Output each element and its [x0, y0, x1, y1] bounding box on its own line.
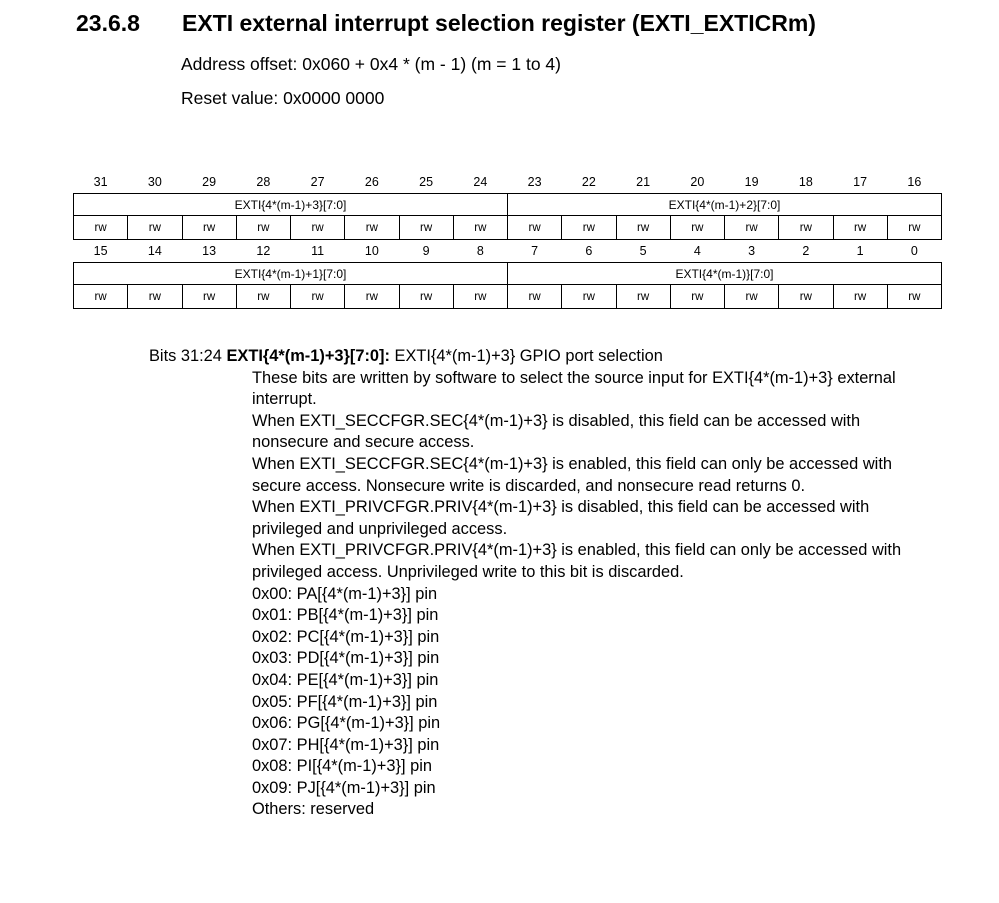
access-type: rw	[725, 285, 779, 309]
bit-number: 16	[907, 175, 922, 189]
bit-number: 21	[636, 175, 651, 189]
bits-header	[149, 346, 932, 368]
section-number: 23.6.8	[76, 10, 140, 36]
bit-number: 31	[93, 175, 108, 189]
bit-number: 2	[802, 244, 810, 258]
bit-number: 7	[531, 244, 539, 258]
bit-number: 12	[256, 244, 271, 258]
bit-number: 1	[856, 244, 864, 258]
field-exti-4m-1: EXTI{4*(m-1)}[7:0]	[508, 263, 942, 285]
description-paragraph: These bits are written by software to select the source input for EXTI{4*(m-1)+3} external interrupt.	[252, 368, 896, 409]
upper-field-row	[74, 194, 942, 216]
access-type: rw	[779, 285, 833, 309]
value-entry: 0x02: PC[{4*(m-1)+3}] pin	[252, 627, 440, 646]
field-exti-4m-1-plus-2: EXTI{4*(m-1)+2}[7:0]	[508, 194, 942, 216]
bit-number: 23	[527, 175, 542, 189]
access-type: rw	[616, 216, 670, 240]
access-type: rw	[399, 285, 453, 309]
description-paragraph: When EXTI_SECCFGR.SEC{4*(m-1)+3} is disabled, this field can be accessed with nonsecure and secure access.	[252, 411, 861, 452]
description-paragraph: When EXTI_PRIVCFGR.PRIV{4*(m-1)+3} is disabled, this field can be accessed with privileged and unprivileged access.	[252, 498, 870, 538]
reset-value: Reset value: 0x0000 0000	[181, 88, 385, 108]
field-name: EXTI{4*(m-1)+3}[7:0]:	[226, 347, 390, 365]
access-type: rw	[399, 216, 453, 240]
bit-number: 20	[690, 175, 705, 189]
access-type: rw	[236, 285, 290, 309]
description-paragraph: When EXTI_PRIVCFGR.PRIV{4*(m-1)+3} is enabled, this field can only be accessed with privileged access. Unprivileged write to this bit is discarded.	[252, 541, 902, 581]
bit-number: 17	[853, 175, 868, 189]
access-type: rw	[725, 216, 779, 240]
access-type: rw	[833, 216, 887, 240]
section-heading	[76, 10, 816, 37]
access-type: rw	[128, 216, 182, 240]
bit-number: 8	[476, 244, 484, 258]
access-type: rw	[887, 216, 941, 240]
bit-number: 15	[93, 244, 108, 258]
value-entry: 0x04: PE[{4*(m-1)+3}] pin	[252, 670, 439, 689]
value-entry: 0x05: PF[{4*(m-1)+3}] pin	[252, 692, 438, 711]
bit-number: 11	[311, 244, 325, 258]
bit-number: 18	[798, 175, 813, 189]
upper-bit-numbers-row	[74, 171, 942, 194]
bit-number: 24	[473, 175, 488, 189]
access-type: rw	[616, 285, 670, 309]
value-entry: 0x08: PI[{4*(m-1)+3}] pin	[252, 757, 432, 776]
access-type: rw	[291, 216, 345, 240]
bit-field-description	[149, 346, 932, 821]
access-type: rw	[453, 216, 507, 240]
value-entry: 0x01: PB[{4*(m-1)+3}] pin	[252, 606, 439, 625]
access-type: rw	[508, 285, 562, 309]
access-type: rw	[833, 285, 887, 309]
access-type: rw	[670, 285, 724, 309]
field-exti-4m-1-plus-1: EXTI{4*(m-1)+1}[7:0]	[74, 263, 508, 285]
value-entry: 0x07: PH[{4*(m-1)+3}] pin	[252, 735, 440, 754]
access-type: rw	[128, 285, 182, 309]
bit-number: 28	[256, 175, 271, 189]
value-entry: Others: reserved	[252, 800, 375, 819]
access-type: rw	[453, 285, 507, 309]
access-type: rw	[291, 285, 345, 309]
access-type: rw	[562, 216, 616, 240]
register-bit-table	[73, 171, 942, 309]
lower-access-row	[74, 285, 942, 309]
access-type: rw	[670, 216, 724, 240]
upper-access-row	[74, 216, 942, 240]
bit-number: 9	[422, 244, 430, 258]
value-entry: 0x00: PA[{4*(m-1)+3}] pin	[252, 584, 438, 603]
access-type: rw	[779, 216, 833, 240]
bit-number: 27	[310, 175, 325, 189]
address-offset: Address offset: 0x060 + 0x4 * (m - 1) (m = 1 to 4)	[181, 54, 561, 74]
bit-number: 13	[202, 244, 217, 258]
field-exti-4m-1-plus-3: EXTI{4*(m-1)+3}[7:0]	[74, 194, 508, 216]
bit-number: 26	[364, 175, 379, 189]
section-title: EXTI external interrupt selection register (EXTI_EXTICRm)	[182, 10, 816, 36]
access-type: rw	[345, 285, 399, 309]
access-type: rw	[74, 216, 128, 240]
field-summary: EXTI{4*(m-1)+3} GPIO port selection	[394, 347, 663, 365]
access-type: rw	[182, 216, 236, 240]
bit-number: 19	[744, 175, 759, 189]
bit-number: 14	[147, 244, 162, 258]
lower-field-row	[74, 263, 942, 285]
bit-number: 0	[910, 244, 918, 258]
bit-number: 3	[748, 244, 756, 258]
access-type: rw	[887, 285, 941, 309]
bit-number: 22	[581, 175, 596, 189]
access-type: rw	[345, 216, 399, 240]
access-type: rw	[74, 285, 128, 309]
bit-number: 6	[585, 244, 593, 258]
bit-number: 5	[639, 244, 647, 258]
access-type: rw	[182, 285, 236, 309]
bits-range-label: Bits 31:24	[149, 347, 222, 365]
bit-number: 25	[419, 175, 434, 189]
access-type: rw	[508, 216, 562, 240]
access-type: rw	[236, 216, 290, 240]
value-entry: 0x09: PJ[{4*(m-1)+3}] pin	[252, 778, 436, 797]
description-body	[252, 368, 932, 821]
description-paragraph: When EXTI_SECCFGR.SEC{4*(m-1)+3} is enabled, this field can only be accessed with secure access. Nonsecure write is discarded, and nonsecure read returns 0.	[252, 454, 892, 495]
bit-number: 10	[364, 244, 379, 258]
bit-number: 29	[202, 175, 217, 189]
value-entry: 0x06: PG[{4*(m-1)+3}] pin	[252, 714, 441, 733]
lower-bit-numbers-row	[74, 240, 942, 263]
bit-number: 30	[147, 175, 162, 189]
value-entry: 0x03: PD[{4*(m-1)+3}] pin	[252, 649, 440, 668]
bit-number: 4	[693, 244, 701, 258]
access-type: rw	[562, 285, 616, 309]
